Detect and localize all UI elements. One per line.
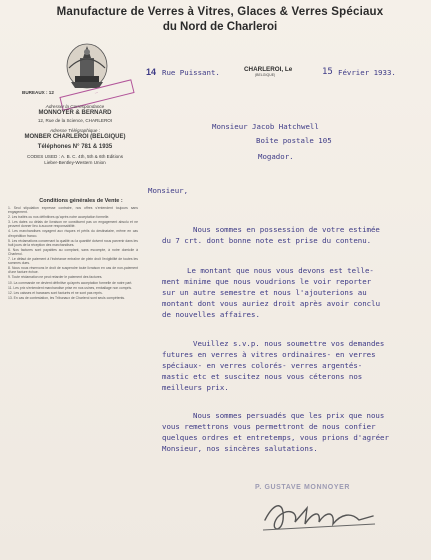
correspondence-label: Adresser la Correspondance	[45, 104, 105, 109]
letterhead-title: Manufacture de Verres à Vitres, Glaces & Verres Spéciaux	[56, 6, 384, 18]
company-name: MONNOYER & BERNARD	[38, 110, 112, 116]
telegraph-label: Adresse Télégraphique :	[49, 128, 101, 133]
condition-paragraph: 3. Les dates ou délais de livraison ne constituent pas un engagement absolu et ne peuvent donner lieu à aucune responsabilité.	[8, 220, 138, 229]
condition-paragraph: 7. Le défaut de paiement à l'échéance entraîne de plein droit l'exigibilité de toutes les sommes dues.	[8, 257, 138, 266]
stamp-text: ...	[93, 88, 99, 95]
body-line: mastic etc et suscitez nous vous céterons nos	[162, 372, 363, 381]
conditions-list	[8, 206, 138, 558]
condition-paragraph: 5. Les réclamations concernant la qualité ou la quantité doivent nous parvenir dans les huit jours de la réception des marchandises.	[8, 238, 138, 247]
body-line: Nous sommes persuadés que les prix que nous	[193, 411, 385, 420]
salutation: Monsieur,	[148, 186, 189, 195]
signature-printed-name: P. GUSTAVE MONNOYER	[255, 484, 351, 491]
recipient-box: Boîte postale 105	[256, 136, 332, 145]
condition-paragraph: 4. Les marchandises voyagent aux risques et périls du destinataire, même en cas d'expédition franco.	[8, 229, 138, 238]
street-name: Rue Puissant.	[162, 68, 220, 77]
body-line: Monsieur, nos sincères salutations.	[162, 444, 318, 453]
body-line: meilleurs prix.	[162, 383, 229, 392]
codes-used-2: Lieber-Bentley-Western Union	[44, 160, 106, 165]
street-number: 14	[146, 67, 157, 77]
body-line: montant dont vous auriez droit après avoir conclu	[162, 299, 381, 308]
body-line: Veuillez s.v.p. nous soumettre vos demandes	[193, 339, 385, 348]
body-line: ment minime que nous voudrions le voir reporter	[162, 277, 372, 286]
body-line: quelques ordres et entretemps, vous prions d'agréer	[162, 433, 389, 442]
date-month-year: Février 1933.	[338, 68, 396, 77]
condition-paragraph: 10. La commande ne devient définitive qu'après acceptation formelle de notre part.	[8, 280, 133, 285]
condition-paragraph: 8. Nous nous réservons le droit de suspendre toute livraison en cas de non-paiement d'une facture échue.	[8, 266, 138, 275]
codes-used: CODES USED : A. B. C. 4th, 5th & 6th Editions	[27, 154, 123, 159]
body-line: Le montant que nous vous devons est telle-	[187, 266, 374, 275]
telegraph-address: MONBER CHARLEROI (BELGIQUE)	[24, 134, 126, 140]
company-emblem-icon	[63, 38, 111, 90]
city-label: CHARLEROI, Le	[244, 66, 293, 73]
telephone-numbers: Téléphones N° 781 & 1935	[37, 144, 113, 150]
body-line: du 7 crt. dont bonne note est prise du contenu.	[162, 236, 372, 245]
body-line: sur un autre semestre et nous l'ajouterions au	[162, 288, 367, 297]
condition-paragraph: 13. En cas de contestation, les Tribunaux de Charleroi sont seuls compétents.	[8, 295, 126, 300]
condition-paragraph: 11. Les prix s'entendent marchandise prise en nos usines, emballage non compris.	[8, 285, 133, 290]
date-day: 15	[322, 67, 333, 77]
body-line: spéciaux- en verres colorés- verres argentés-	[162, 361, 363, 370]
condition-paragraph: 1. Seul stipulation expresse contraire, nos offres s'entendent toujours sans engagement.	[8, 206, 138, 215]
recipient-name: Monsieur Jacob Hatchwell	[212, 122, 319, 131]
body-line: futures en verres à vitres ordinaires- en verres	[162, 350, 376, 359]
body-line: vous remettrons vous permettront de nous confier	[162, 422, 376, 431]
handwritten-signature	[255, 490, 385, 540]
conditions-title: Conditions générales de Vente :	[39, 198, 123, 204]
condition-paragraph: 9. Toute réclamation ne peut retarder le paiement des factures.	[8, 275, 103, 280]
company-address: 12, Rue de la Science, CHARLEROI	[37, 118, 113, 123]
condition-paragraph: 6. Nos factures sont payables au comptant, sans escompte, à notre domicile à Charleroi.	[8, 247, 138, 256]
condition-paragraph: 12. Les caisses et harasses sont facturés et ne sont pas repris.	[8, 290, 103, 295]
country-label: (BELGIQUE)	[255, 73, 276, 77]
bureaux-label: BUREAUX : 12	[22, 90, 54, 95]
body-line: de nouvelles affaires.	[162, 310, 260, 319]
condition-paragraph: 2. Les traités ou nos définitives qu'après notre acceptation formelle.	[8, 215, 110, 220]
recipient-town: Mogador.	[258, 152, 294, 161]
body-line: Nous sommes en possession de votre estimée	[193, 225, 380, 234]
letterhead-subtitle: du Nord de Charleroi	[162, 21, 278, 33]
